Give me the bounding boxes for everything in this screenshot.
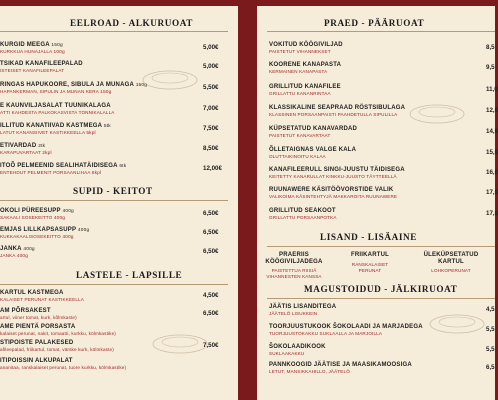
- menu-item: [269, 147, 356, 159]
- menu-item-translation-text: KARAPUVARTAAT: [0, 150, 41, 155]
- section-title: LASTELE - LAPSILLE: [76, 270, 183, 280]
- menu-item-name-text: E KAUNVILJASALAT TUUNIKALAGA: [0, 103, 111, 109]
- menu-item: [269, 126, 357, 138]
- menu-item-weight: 5tk: [103, 124, 111, 129]
- menu-item: [0, 61, 83, 73]
- menu-item-translation: [0, 89, 147, 95]
- menu-item: [269, 105, 405, 117]
- menu-item: [269, 42, 343, 54]
- menu-item-translation-text: ATTI KAHDESTA PALKOKASVISTA TONNIKALALLA: [0, 110, 115, 115]
- menu-item-price: 9,5: [486, 64, 495, 71]
- menu-item: [0, 143, 52, 156]
- section-title: EELROAD - ALKURUOAT: [70, 18, 194, 28]
- menu-item-price: 14,0: [486, 128, 498, 135]
- menu-item-translation: LETUT, MANSIKKAHILLO, JÄÄTELÖ: [269, 369, 350, 374]
- menu-item-translation: [0, 253, 35, 259]
- menu-item-price: 7,00€: [203, 105, 219, 112]
- menu-item-translation: [0, 130, 111, 136]
- menu-item-translation: [0, 347, 114, 352]
- menu-item-name: TOORJUUSTUKOOK ŠOKOLAADI JA MARJADEGA: [269, 324, 423, 330]
- menu-item-translation: KLASSINEN PORSAANPAISTI PAAHDETULLA SIPULILLA: [269, 112, 398, 117]
- menu-item-translation: PAISTETUT KANAVARTAAT: [269, 133, 331, 138]
- menu-item-name-text: ETIVARDAD: [0, 143, 37, 149]
- menu-item: [269, 208, 337, 220]
- menu-item-price: 5,5: [486, 346, 495, 353]
- plate-sketch-icon: [427, 306, 487, 336]
- menu-item-price: 4,5: [486, 306, 495, 313]
- menu-item-weight-fi: 6kpl: [91, 171, 102, 176]
- menu-item-weight: 400g: [77, 228, 90, 233]
- menu-item-translation-text: KURKKUA HUNAJALLA: [0, 49, 53, 54]
- menu-item-translation-text: JANKA: [0, 253, 16, 258]
- menu-item-translation: VALIKOIMA KÄSINTEHTYJÄ MAKKAROITA RUUNAWERE: [269, 194, 398, 199]
- menu-item: [0, 340, 114, 352]
- menu-item-name: RUUNAWERE KÄSITÖÖVORSTIDE VALIK: [269, 187, 394, 193]
- menu-item: [0, 324, 116, 336]
- side-dish: [263, 252, 325, 281]
- menu-item-name: [0, 227, 89, 233]
- side-dish-translation: RANSKALAISET PERUNAT: [351, 261, 389, 273]
- menu-item-price: 15,0: [486, 149, 498, 156]
- menu-item-price: 11,0: [486, 86, 498, 93]
- side-dish-name: ÜLEKÜPSETATUD KARTUL: [423, 252, 479, 265]
- menu-item: [0, 246, 35, 259]
- menu-item-weight-fi: 100g: [53, 50, 65, 55]
- menu-item: [0, 227, 89, 240]
- menu-item-translation: [0, 331, 116, 336]
- menu-item-translation: [0, 68, 83, 73]
- menu-item-translation-text: artul, viiner tomat, kurk, kõlmkaste): [0, 315, 77, 320]
- menu-item-translation-text: HAPANKERMAN, SIPULIN JA MUNAN KERA: [0, 89, 99, 94]
- menu-item-price: 6,50€: [203, 248, 219, 255]
- menu-item: [269, 362, 412, 374]
- menu-item-name-text: AM PÕRSAKEST: [0, 308, 51, 314]
- side-dish-translation: PAISTETTUA RIISIÄ VIHANNESTEN KANSSA: [266, 268, 322, 280]
- side-dish: [342, 252, 398, 274]
- menu-item: [269, 84, 341, 96]
- section-divider: [0, 31, 228, 32]
- menu-item-translation: PAISTETUT VIHANNEKSET: [269, 49, 331, 54]
- menu-item-weight-fi: 5kpl: [86, 131, 96, 136]
- menu-item: [0, 82, 147, 95]
- section-divider: [267, 31, 495, 32]
- plate-sketch-icon: [407, 96, 467, 126]
- menu-item-name: JÄÄTIS LISANDITEGA: [269, 304, 337, 310]
- menu-item-weight-fi: 2kpl: [42, 151, 52, 156]
- menu-item-translation-text: SAKAALI SOSEKEITTO: [0, 215, 53, 220]
- menu-item-translation-text: afileepalad, friikartul, tomat, värske kurk, kölmkaste): [0, 347, 114, 352]
- menu-item-name-text: ITOÕ PELMEENID SEALIHATÄIDISEGA: [0, 163, 118, 169]
- menu-item-translation: GRILLATTU PORSAANPOTKA: [269, 215, 337, 220]
- menu-item-translation-text: ISTEISET KANAFILEEPALAT: [0, 68, 65, 73]
- menu-item-translation: [0, 150, 52, 156]
- menu-item-name: GRILLITUD SEAKOOT: [269, 208, 336, 214]
- menu-item-name-text: JANKA: [0, 246, 22, 252]
- menu-item: [0, 123, 111, 136]
- menu-item-name: [0, 208, 74, 214]
- menu-item-weight: 6tk: [119, 164, 127, 169]
- menu-item-name-text: KURGID MEEGA: [0, 42, 50, 48]
- section-divider: [0, 284, 228, 285]
- menu-item-name: ÕLLETAIGNAS VALGE KALA: [269, 147, 357, 153]
- menu-item: [0, 290, 84, 302]
- plate-sketch-icon: [140, 62, 200, 92]
- menu-item-weight-fi: 400g: [62, 235, 74, 240]
- menu-item: [0, 208, 74, 221]
- side-dish-name: PRAERIIS KÖÖGIVILJADEGA: [265, 252, 323, 265]
- menu-item-name-text: STIPOISTE PALAKESED: [0, 340, 74, 346]
- menu-item-price: 5,5: [486, 326, 495, 333]
- menu-item-translation-text: ENTEHDUT PELMENIT PORSAANLIHAA: [0, 170, 91, 175]
- menu-item-name: KANAFILEERULL SINGI-JUUSTU TÄIDISEGA: [269, 167, 405, 173]
- menu-item-translation: [0, 215, 74, 221]
- menu-item: [0, 308, 77, 320]
- menu-item-translation: [0, 49, 65, 55]
- menu-item-translation: SUKLAAKAKKU: [269, 351, 305, 356]
- menu-item-name-text: RINGAS HAPUKOORE, SIBULA JA MUNAGA: [0, 82, 134, 88]
- menu-item-name: KLASSIKALINE SEAPRAAD RÖSTSIBULAGA: [269, 105, 406, 111]
- section-title: MAGUSTOIDUD - JÄLKIRUOAT: [304, 284, 458, 294]
- menu-item-name: [0, 358, 126, 364]
- menu-item-price: 6,50€: [203, 310, 219, 317]
- menu-item-name-text: TSIKAD KANAFILEEPALAD: [0, 61, 83, 67]
- menu-item-name: ŠOKOLAADIKOOK: [269, 344, 326, 350]
- section-divider: [267, 246, 495, 247]
- menu-item-price: 17,0: [486, 189, 498, 196]
- menu-item-price: 6,5: [486, 364, 495, 371]
- menu-page-right: [257, 6, 498, 400]
- menu-item-name: [0, 324, 116, 330]
- menu-item-name: [0, 143, 52, 149]
- menu-item-name: GRILLITUD KANAFILEE: [269, 84, 341, 90]
- menu-item-price: 8,5: [486, 44, 495, 51]
- menu-item-translation-text: KALAISET PERUNAT KASTIKKEELLA: [0, 297, 85, 302]
- menu-item-name: [0, 163, 126, 169]
- menu-item-name: [0, 61, 83, 67]
- menu-item: [0, 358, 126, 370]
- menu-item-translation: GRILLATTU KANANRINTAA: [269, 91, 331, 96]
- side-dish-translation: LOHKOPERUNAT: [431, 268, 471, 274]
- plate-sketch-icon: [150, 326, 210, 356]
- menu-item-price: 8,50€: [203, 145, 219, 152]
- menu-item: [269, 62, 341, 74]
- menu-item-weight-fi: 400g: [16, 254, 29, 259]
- menu-page-left: [0, 6, 238, 400]
- menu-item-translation: [0, 365, 126, 370]
- menu-item-name: PANNKOOGID JÄÄTISE JA MAASIKAMOOSIGA: [269, 362, 412, 368]
- side-dish: [415, 252, 487, 274]
- menu-item-price: 4,50€: [203, 292, 219, 299]
- menu-item-translation: [0, 315, 77, 320]
- menu-item-weight: 150g: [135, 83, 148, 88]
- menu-item-name: [0, 82, 147, 88]
- menu-item: [269, 304, 336, 316]
- menu-item-name-text: KARTUL KASTMEGA: [0, 290, 64, 296]
- menu-item-price: 5,50€: [203, 84, 219, 91]
- menu-item: [0, 163, 126, 176]
- menu-item-name: [0, 246, 35, 252]
- menu-item: [0, 103, 115, 115]
- menu-item-translation: OLUTTAIKINOITU KALAA: [269, 154, 326, 159]
- menu-item: [269, 344, 326, 356]
- menu-item-price: 6,50€: [203, 229, 219, 236]
- menu-item: [269, 167, 405, 179]
- menu-item-translation-text: KUKKAKAALISOSEKEITTO: [0, 234, 61, 239]
- menu-item-weight: 2tk: [38, 144, 46, 149]
- menu-item-name: [0, 103, 115, 109]
- menu-item: [0, 42, 65, 55]
- menu-item-name-text: OKOLI PÜREESUPP: [0, 208, 61, 214]
- menu-item-name-text: AME PIENTÄ PORSASTA: [0, 324, 76, 330]
- section-title: SUPID - KEITOT: [73, 186, 153, 196]
- section-divider: [0, 200, 228, 201]
- menu-item-translation: KERMAINEN KANAPASTA: [269, 69, 328, 74]
- side-dish-name: FRIIKARTUL: [351, 252, 389, 258]
- menu-item-price: 7,50€: [203, 125, 219, 132]
- menu-item-name: [0, 290, 84, 296]
- menu-item-price: 6,50€: [203, 210, 219, 217]
- menu-item-translation-text: LATUT KANANSIIVET KASTIKKEELLA: [0, 130, 85, 135]
- menu-item-name: KÜPSETATUD KANAVARDAD: [269, 126, 358, 132]
- menu-item-translation: [0, 170, 126, 176]
- menu-item-price: 5,00€: [203, 63, 219, 70]
- menu-item: [269, 187, 397, 199]
- menu-item-weight-fi: 150g: [100, 90, 112, 95]
- menu-item-translation-text: ananitaa, ranskalaiset perunat, tuore kurkku, kölmkastike): [0, 365, 127, 370]
- menu-item-translation: KEITETTY KANARULLAT KINKKU-JUUSTO TÄYTTEELLÄ: [269, 174, 397, 179]
- menu-item-weight: 400g: [62, 209, 74, 214]
- menu-item-price: 5,00€: [203, 44, 219, 51]
- menu-item-price: 16,0: [486, 169, 498, 176]
- section-divider: [267, 298, 495, 299]
- menu-item-weight: 400g: [23, 247, 35, 252]
- menu-item-price: 12,00€: [203, 165, 222, 172]
- menu-item: [269, 324, 423, 336]
- menu-item-price: 7,50€: [203, 342, 219, 349]
- menu-item-translation-text: kalaiset perunat, nakit, tomaatti, kurkku, kölmkastike): [0, 331, 116, 336]
- menu-item-name-text: EMJAS LILLKAPSASUPP: [0, 227, 77, 233]
- menu-item-weight: 150g: [51, 43, 63, 48]
- menu-item-translation: TUORJUUSTOKAKKU SUKLAALLA JA MARJOILLA: [269, 331, 383, 336]
- menu-item-name: [0, 308, 77, 314]
- menu-item-name-text: ITIPOISSIN ALKUPALAT: [0, 358, 73, 364]
- menu-item-name: [0, 340, 114, 346]
- menu-item-weight-fi: 400g: [53, 216, 66, 221]
- menu-item-name: [0, 123, 111, 129]
- section-title: PRAED - PÄÄRUOAT: [324, 18, 425, 28]
- menu-item-price: 12,0: [486, 107, 498, 114]
- menu-item-name-text: ILLITUD KANATIIVAD KASTMEGA: [0, 123, 102, 129]
- menu-item-price: 17,0: [486, 210, 498, 217]
- menu-item-translation: JÄÄTELÖ LISUKKEIN: [269, 311, 318, 316]
- menu-item-translation: [0, 234, 89, 240]
- menu-item-name: [0, 42, 65, 48]
- section-title: LISAND - LISÄAINE: [320, 232, 417, 242]
- menu-item-name: VOKITUD KÖÖGIVILJAD: [269, 42, 343, 48]
- menu-item-translation: [0, 297, 84, 302]
- menu-item-translation: [0, 110, 115, 115]
- menu-item-name: KOORENE KANAPASTA: [269, 62, 342, 68]
